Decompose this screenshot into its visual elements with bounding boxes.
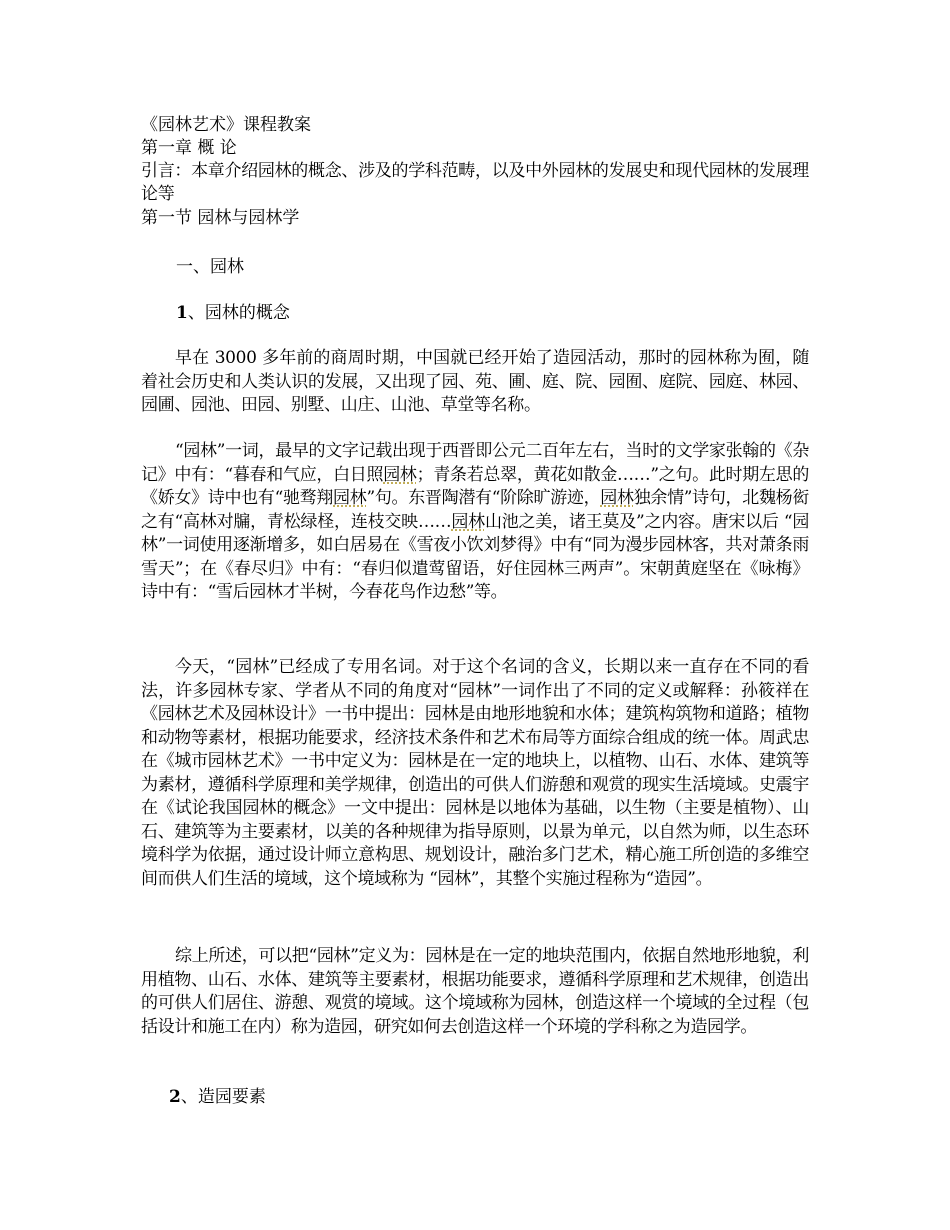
text-run: “园林”一词，最早的文字记载出现于西晋即公元二百年左右，当时的文学家张翰的《杂记》中有：“暮春和气应，白日照 (141, 441, 809, 485)
text-run: ；青条若总翠，黄花如散金……”之句。此时期左思的《娇女》诗中也有“驰骛翔 (141, 464, 809, 508)
paragraph-history: 早在 3000 多年前的商周时期，中国就已经开始了造园活动，那时的园林称为囿，随着社会历史和人类认识的发展，又出现了园、苑、圃、庭、院、园囿、庭院、园庭、林园、园圃、园池、田园、别墅、山庄、山池、草堂等名称。 (141, 348, 809, 415)
subheading-garden-concept (176, 302, 290, 325)
subheading-number: 2 (169, 1087, 181, 1107)
text-run: ”句。东晋陶潜有“阶除旷游迹， (366, 488, 601, 508)
heading-garden: 一、园林 (176, 257, 244, 277)
paragraph-definitions: 今天，“园林”已经成了专用名词。对于这个名词的含义，长期以来一直存在不同的看法，许多园林专家、学者从不同的角度对“园林”一词作出了不同的定义或解释：孙筱祥在《园林艺术及园林设计》一书中提出：园林是由地形地貌和水体；建筑构筑物和道路；植物和动物等素材，根据功能要求，经济技术条件和艺术布局等方面综合组成的统一体。周武忠在《城市园林艺术》一书中定义为：园林是在一定的地块上，以植物、山石、水体、建筑等为素材，遵循科学原理和美学规律，创造出的可供人们游憩和观赏的现实生活境域。史震宇在《试论我国园林的概念》一文中提出：园林是以地体为基础，以生物（主要是植物）、山石、建筑等为主要素材，以美的各种规律为指导原则，以景为单元，以自然为师，以生态环境科学为依据，通过设计师立意构思、规划设计，融治多门艺术，精心施工所创造的多维空间而供人们生活的境域，这个境域称为 “园林”，其整个实施过程称为“造园”。 (141, 657, 809, 889)
spellcheck-word: 园林 (451, 511, 485, 532)
chapter-heading: 第一章 概 论 (141, 138, 237, 158)
spellcheck-word: 园林 (333, 488, 367, 508)
spellcheck-word: 园林 (600, 488, 634, 508)
paragraph-summary: 综上所述，可以把“园林”定义为：园林是在一定的地块范围内，依据自然地形地貌，利用植物、山石、水体、建筑等主要素材，根据功能要求，遵循科学原理和艺术规律，创造出的可供人们居住、游憩、观赏的境域。这个境域称为园林，创造这样一个境域的全过程（包括设计和施工在内）称为造园，研究如何去创造这样一个环境的学科称之为造园学。 (141, 946, 809, 1037)
spellcheck-word: 园林 (383, 464, 417, 485)
paragraph-etymology (141, 440, 809, 605)
subheading-garden-elements (169, 1086, 266, 1109)
subheading-text: 、园林的概念 (187, 303, 290, 323)
text-run: 山池之美，诸王莫及”之内容。唐宋以后 “园林”一词使用逐渐增多，如白居易在《雪夜小饮刘梦得》中有“同为漫步园林客，共对萧条雨雪天”；在《春尽归》中有：“春归似遣莺留语，好住园林三两声”。宋朝黄庭坚在《咏梅》诗中有：“雪后园林才半树，今春花鸟作边愁”等。 (141, 511, 810, 602)
chapter-intro: 引言：本章介绍园林的概念、涉及的学科范畴，以及中外园林的发展史和现代园林的发展理论等 (141, 161, 809, 204)
subheading-number: 1 (176, 303, 188, 323)
subheading-text: 、造园要素 (180, 1087, 266, 1107)
text-run: 独余情”诗句，北魏杨衒之有“高林对牖，青松绿柽，连枝交映…… (141, 488, 809, 532)
document-title: 《园林艺术》课程教案 (141, 115, 311, 135)
section-heading: 第一节 园林与园林学 (141, 208, 300, 228)
